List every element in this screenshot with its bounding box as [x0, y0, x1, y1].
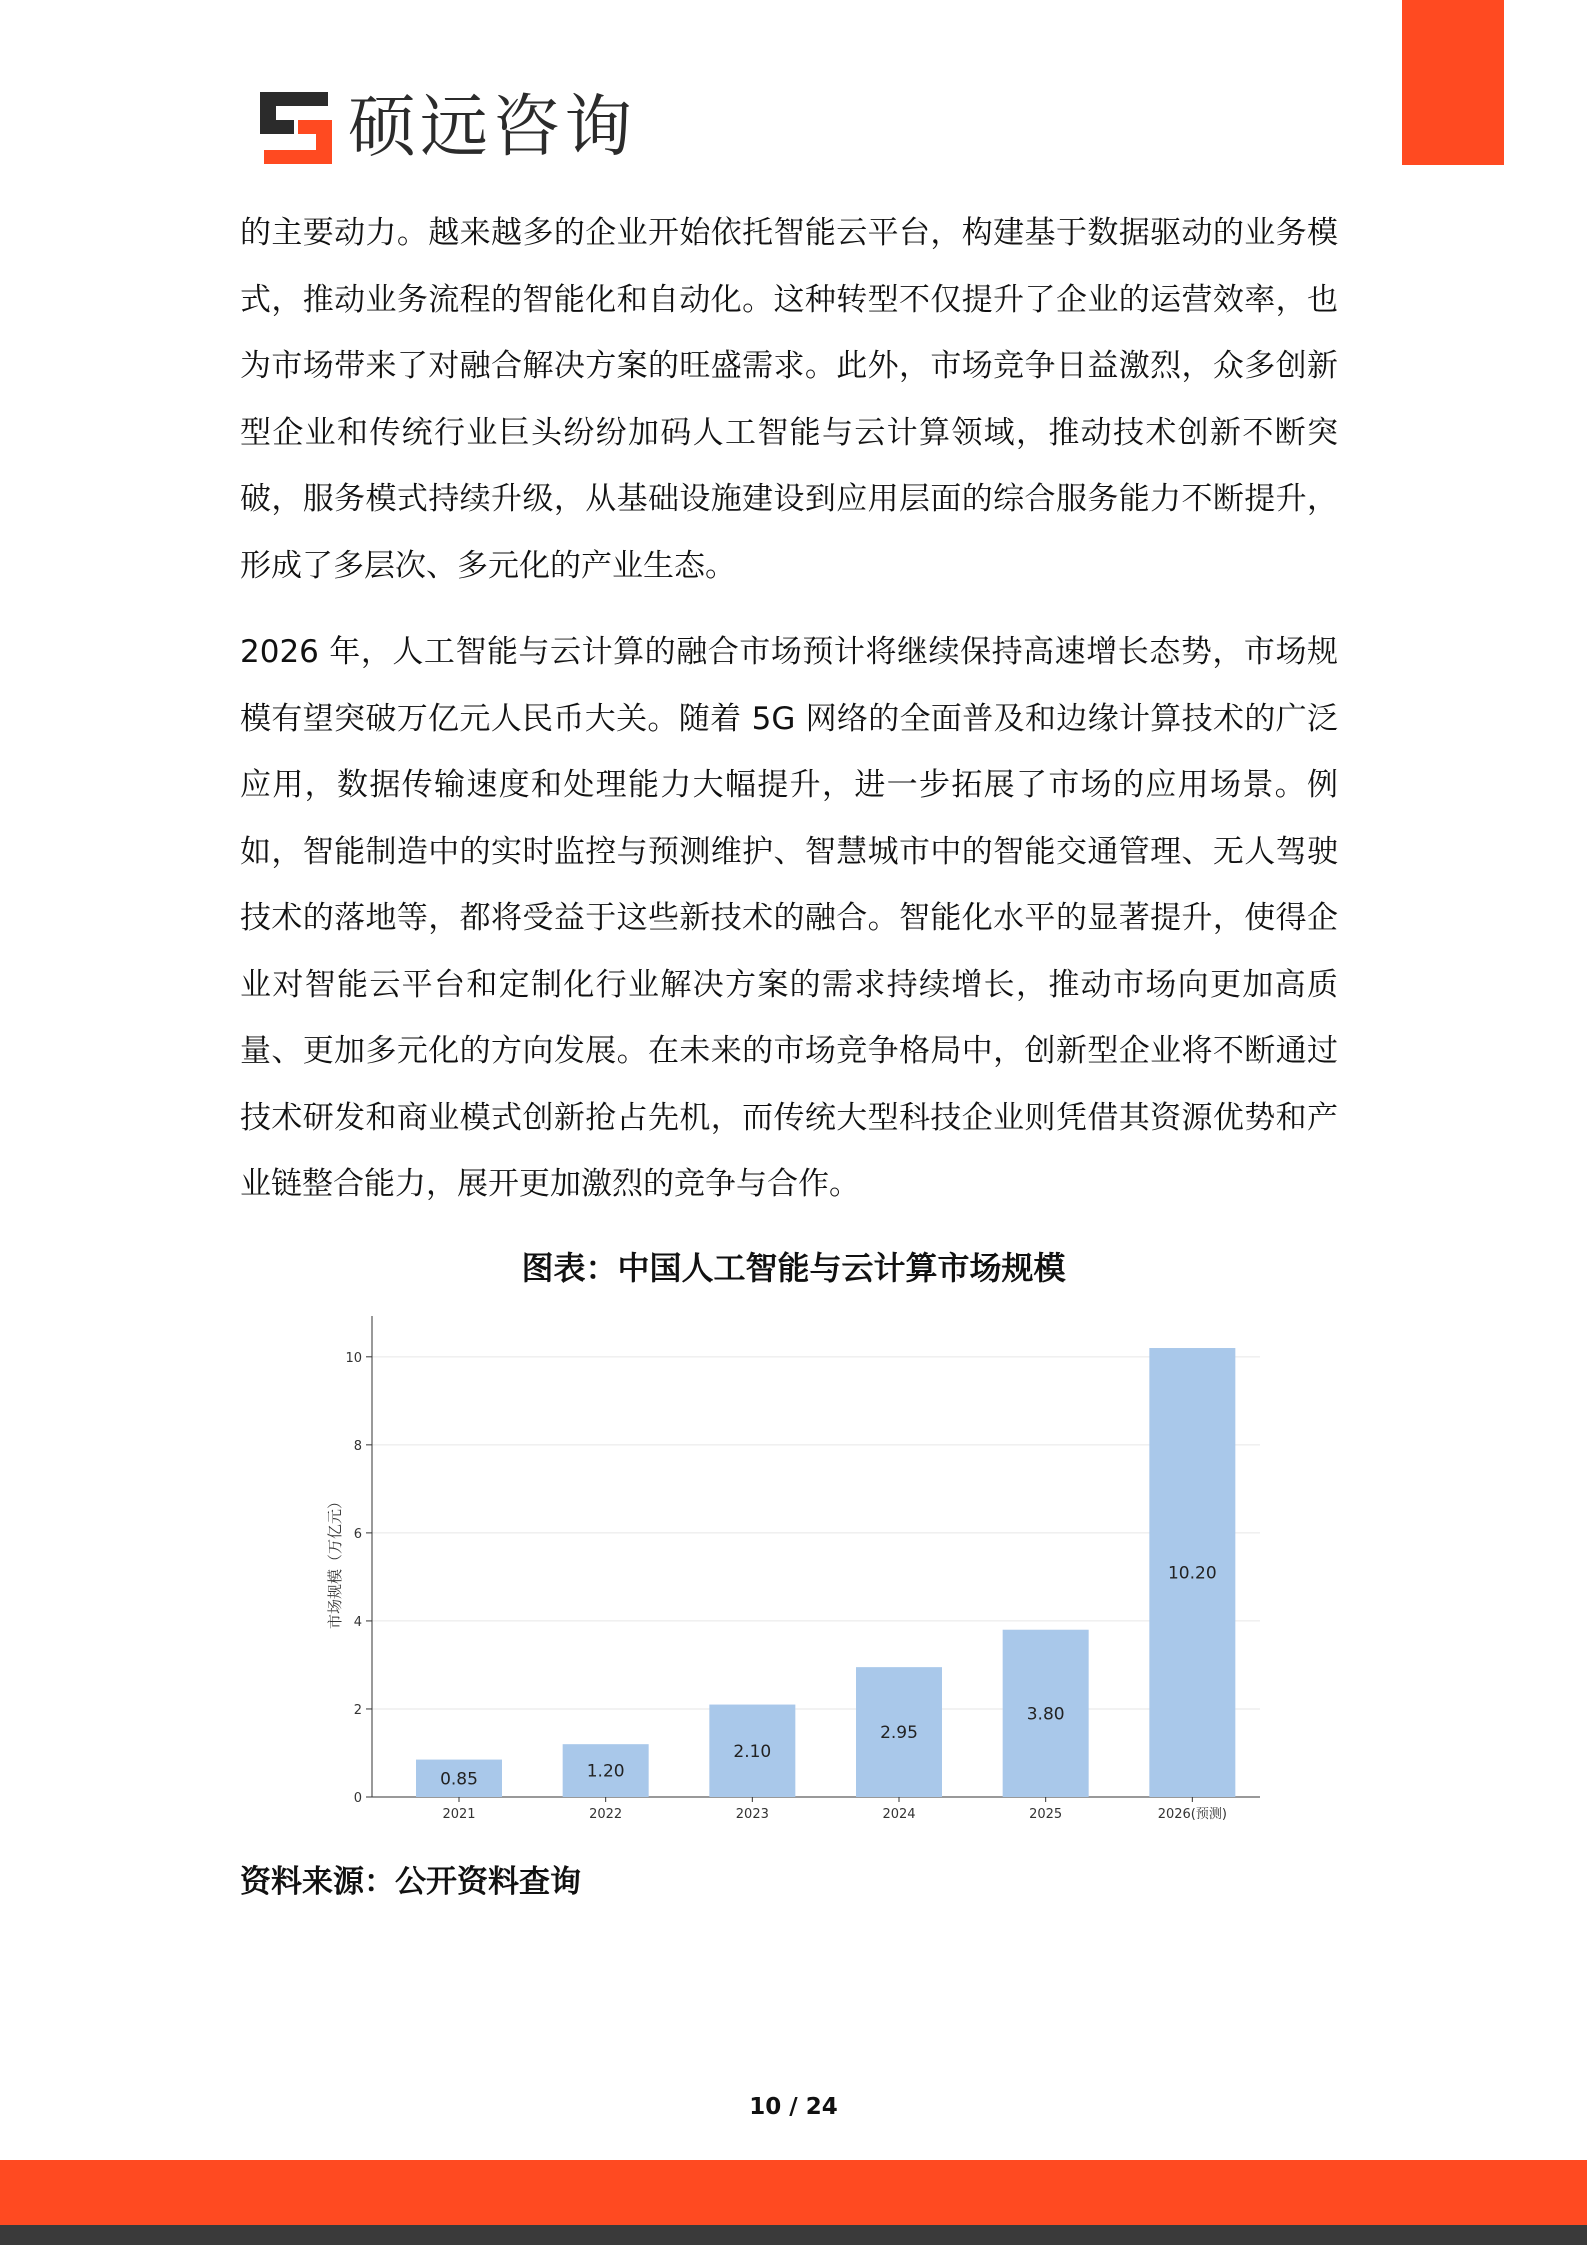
- y-tick-label: 0: [353, 1791, 362, 1806]
- bar-value-label: 1.20: [586, 1761, 625, 1782]
- brand-logo: [258, 88, 636, 168]
- corner-accent-block: [1402, 0, 1504, 165]
- y-tick-label: 8: [353, 1438, 362, 1454]
- footer-dark-strip: [0, 2225, 1587, 2245]
- y-tick-label: 10: [345, 1350, 362, 1366]
- paragraph-text: 2026 年，人工智能与云计算的融合市场预计将继续保持高速增长态势，市场规模有望突破万亿元人民币大关。随着 5G 网络的全面普及和边缘计算技术的广泛应用，数据传输速度和处理能力大幅提升，进一步拓展了市场的应用场景。例如，智能制造中的实时监控与预测维护、智慧城市中的智能交通管理、无人驾驶技术的落地等，都将受益于这些新技术的融合。智能化水平的显著提升，使得企业对智能云平台和定制化行业解决方案的需求持续增长，推动市场向更加高质量、更加多元化的方向发展。在未来的市场竞争格局中，创新型企业将不断通过技术研发和商业模式创新抢占先机，而传统大型科技企业则凭借其资源优势和产业链整合能力，展开更加激烈的竞争与合作。: [240, 634, 1338, 1202]
- bar-value-label: 10.20: [1167, 1563, 1217, 1584]
- paragraph-text: 的主要动力。越来越多的企业开始依托智能云平台，构建基于数据驱动的业务模式，推动业务流程的智能化和自动化。这种转型不仅提升了企业的运营效率，也为市场带来了对融合解决方案的旺盛需求。此外，市场竞争日益激烈，众多创新型企业和传统行业巨头纷纷加码人工智能与云计算领域，推动技术创新不断突破，服务模式持续升级，从基础设施建设到应用层面的综合服务能力不断提升，形成了多层次、多元化的产业生态。: [240, 215, 1338, 584]
- x-tick-label: 2024: [882, 1807, 916, 1822]
- x-tick-label: 2021: [442, 1807, 476, 1822]
- bar-value-label: 0.85: [440, 1769, 478, 1790]
- bar-value-label: 2.10: [733, 1741, 772, 1762]
- chart-title: 图表：中国人工智能与云计算市场规模: [521, 1249, 1066, 1287]
- bar-value-label: 2.95: [880, 1723, 918, 1744]
- x-tick-label: 2023: [735, 1807, 769, 1822]
- body-paragraph-1: [240, 200, 1338, 599]
- x-tick-label: 2026(预测): [1157, 1807, 1227, 1822]
- logo-mark-icon: [258, 90, 334, 166]
- y-tick-label: 6: [353, 1526, 362, 1542]
- x-tick-label: 2022: [589, 1807, 623, 1822]
- logo-text: 硕远咨询: [348, 88, 637, 167]
- page-number: 10 / 24: [749, 2094, 838, 2120]
- y-tick-label: 4: [353, 1614, 362, 1630]
- source-note: 资料来源：公开资料查询: [240, 1864, 581, 1900]
- body-paragraph-2: [240, 619, 1338, 1218]
- y-axis-label: 市场规模（万亿元）: [326, 1493, 344, 1630]
- x-tick-label: 2025: [1029, 1807, 1063, 1822]
- market-size-bar-chart: [310, 1310, 1270, 1830]
- y-tick-label: 2: [353, 1702, 362, 1718]
- footer-bar: [0, 2160, 1587, 2225]
- bar-value-label: 3.80: [1026, 1704, 1065, 1725]
